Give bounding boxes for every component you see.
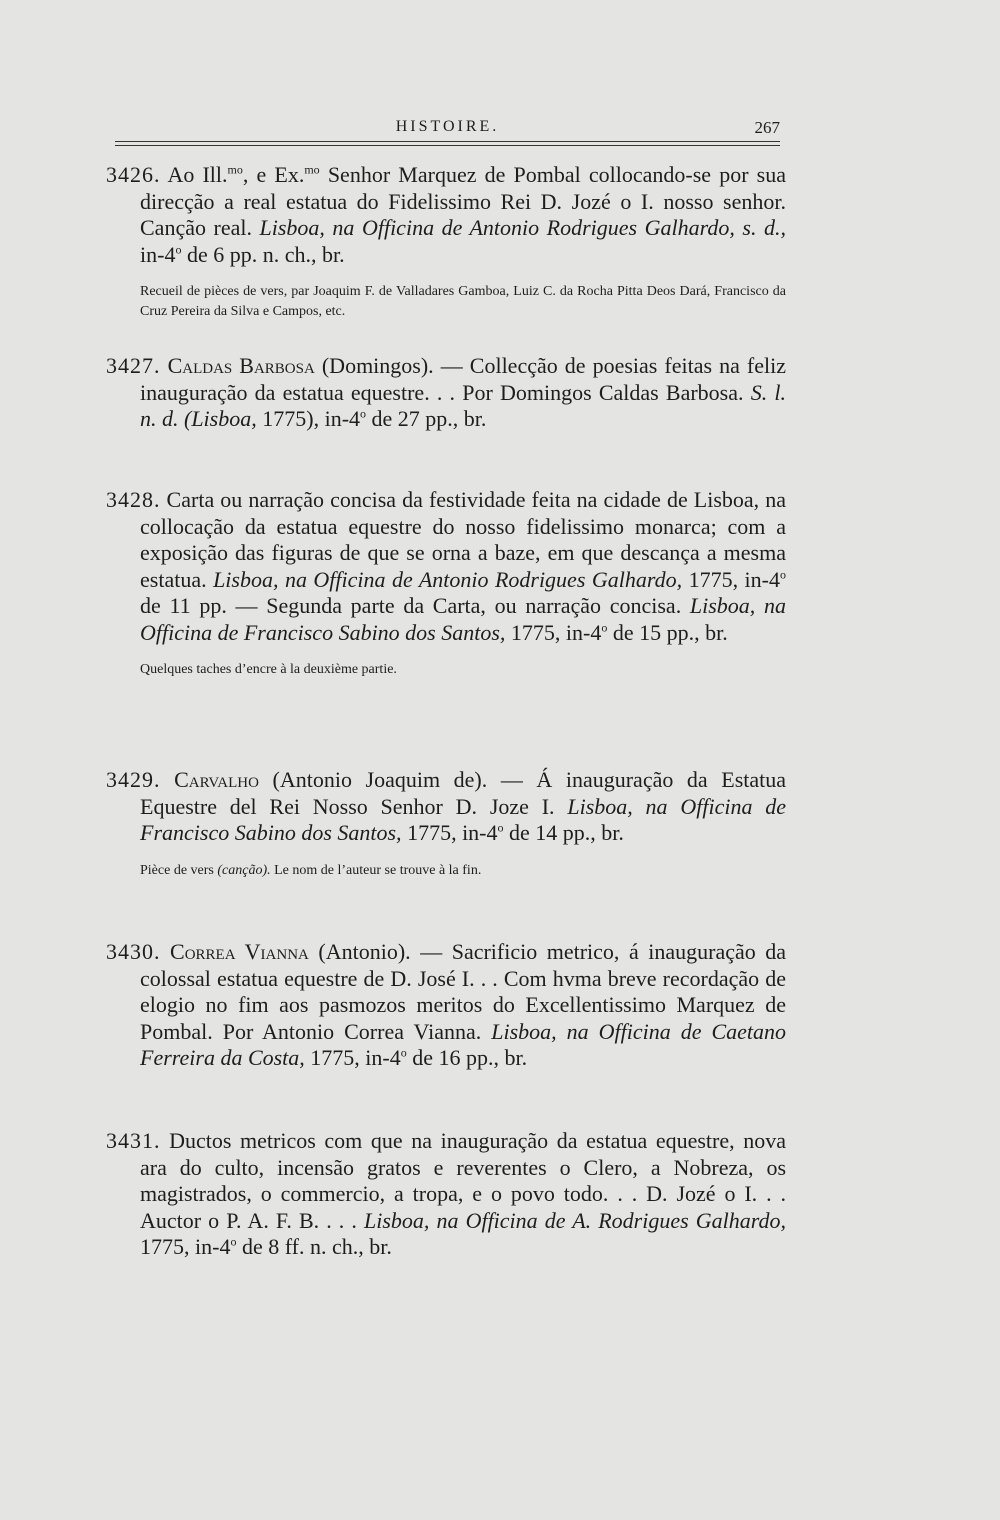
entry-note: Quelques taches d’encre à la deuxième partie.	[140, 662, 397, 677]
entry-3431	[106, 1128, 786, 1261]
entry-text: 3431. Ductos metricos com que na inauguração da estatua equestre, nova ara do culto, incensão gratos e reverentes o Clero, a Nobreza, os magistrados, o commercio, a tropa, e o povo todo. . . D. Jozé o I. . . Auctor o P. A. F. B. . . . Lisboa, na Officina de A. Rodrigues Galhardo, 1775, in-4$^o$ de 8 ff. n. ch., br.	[106, 1128, 786, 1259]
entry-text: 3429. Carvalho (Antonio Joaquim de). — Á inauguração da Estatua Equestre del Rei Nosso Senhor D. Joze I. Lisboa, na Officina de Francisco Sabino dos Santos, 1775, in-4$^o$ de 14 pp., br.	[106, 767, 787, 845]
entry-text: 3427. Caldas Barbosa (Domingos). — Collecção de poesias feitas na feliz inauguração da estatua equestre. . . Por Domingos Caldas Barbosa. S. l. n. d. (Lisboa, 1775), in-4$^o$ de 27 pp., br.	[106, 353, 786, 431]
entry-text: 3426. Ao Ill.$^{mo}$, e Ex.$^{mo}$ Senhor Marquez de Pombal collocando-se por sua direcção a real estatua do Fidelissimo Rei D. Jozé o I. nosso senhor. Canção real. Lisboa, na Officina de Antonio Rodrigues Galhardo, s. d., in-4$^o$ de 6 pp. n. ch., br.	[106, 162, 786, 267]
entry-3428	[106, 487, 786, 680]
entry-number: 3427.	[106, 353, 161, 378]
header-rule	[115, 141, 780, 146]
entry-3427	[106, 353, 786, 433]
entry-3426	[106, 162, 786, 322]
entry-number: 3426.	[106, 162, 161, 187]
entry-3430	[106, 939, 786, 1072]
entry-number: 3429.	[106, 767, 161, 792]
entry-3429	[106, 767, 786, 881]
page-header	[115, 118, 780, 148]
entry-number: 3431.	[106, 1128, 161, 1153]
entry-number: 3428.	[106, 487, 161, 512]
entry-number: 3430.	[106, 939, 161, 964]
entry-note: Pièce de vers (canção). Le nom de l’auteur se trouve à la fin.	[140, 862, 482, 878]
entry-text: 3428. Carta ou narração concisa da festividade feita na cidade de Lisboa, na collocação da estatua equestre do nosso fidelissimo monarca; com a exposição das figuras de que se orna a baze, em que descança a mesma estatua. Lisboa, na Officina de Antonio Rodrigues Galhardo, 1775, in-4$^o$ de 11 pp. — Segunda parte da Carta, ou narração concisa. Lisboa, na Officina de Francisco Sabino dos Santos, 1775, in-4$^o$ de 15 pp., br.	[106, 487, 786, 645]
author-name: Correa Vianna	[170, 939, 309, 964]
author-name: Caldas Barbosa	[167, 353, 315, 378]
entry-text: 3430. Correa Vianna (Antonio). — Sacrificio metrico, á inauguração da colossal estatua equestre de D. José I. . . Com hvma breve recordação de elogio no fim aos pasmozos meritos do Excellentissimo Marquez de Pombal. Por Antonio Correa Vianna. Lisboa, na Officina de Caetano Ferreira da Costa, 1775, in-4$^o$ de 16 pp., br.	[106, 939, 787, 1070]
page-number: 267	[754, 118, 780, 137]
entry-note: Recueil de pièces de vers, par Joaquim F. de Valladares Gamboa, Luiz C. da Rocha Pitta Deos Dará, Francisco da Cruz Pereira da Silva e Campos, etc.	[140, 284, 786, 319]
author-name: Carvalho	[174, 767, 259, 792]
running-title: HISTOIRE.	[395, 118, 500, 135]
